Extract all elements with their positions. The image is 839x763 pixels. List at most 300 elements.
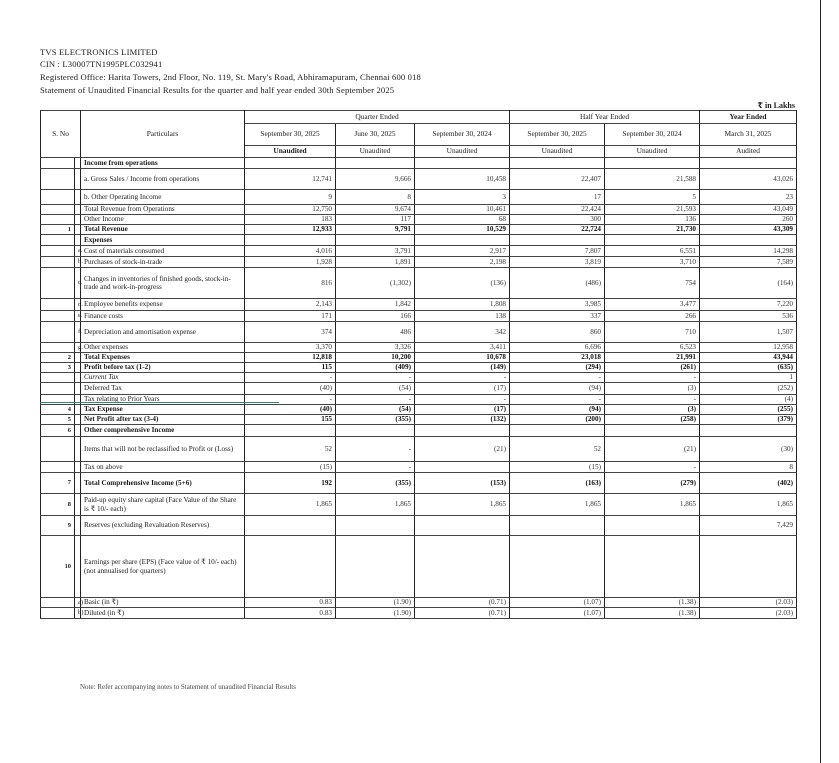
row-value: 7,220 — [700, 299, 797, 311]
year-ended-header: Year Ended — [700, 111, 797, 124]
row-value — [700, 425, 797, 437]
row-value — [700, 235, 797, 246]
row-value: 10,461 — [415, 205, 510, 215]
cin-line: CIN : L30007TN1995PLC032941 — [40, 59, 163, 69]
row-sno: 1 — [41, 225, 75, 235]
row-value — [245, 425, 336, 437]
row-value: 3,411 — [415, 343, 510, 353]
table-row — [41, 169, 797, 190]
row-particulars: Reserves (excluding Revaluation Reserves) — [81, 516, 245, 536]
row-value — [245, 235, 336, 246]
row-sno — [41, 608, 75, 619]
row-value — [415, 425, 510, 437]
row-value: 12,818 — [245, 353, 336, 363]
table-row — [41, 225, 797, 235]
row-sub-index: c. — [75, 268, 81, 299]
row-value: (94) — [510, 405, 605, 415]
status-header: Audited — [700, 146, 797, 158]
row-value: (2.03) — [700, 608, 797, 619]
row-value: 183 — [245, 215, 336, 225]
row-value — [605, 235, 700, 246]
row-value — [336, 536, 415, 598]
row-value: 0.83 — [245, 608, 336, 619]
row-value: - — [245, 373, 336, 383]
row-value — [700, 536, 797, 598]
row-value: 1,928 — [245, 257, 336, 268]
row-value: 7,589 — [700, 257, 797, 268]
table-row — [41, 608, 797, 619]
table-row — [41, 425, 797, 437]
table-row — [41, 405, 797, 415]
row-sno — [41, 190, 75, 205]
row-value: - — [510, 395, 605, 405]
row-particulars: Employee benefits expense — [81, 299, 245, 311]
row-particulars: Items that will not be reclassified to Profit or (Loss) — [81, 437, 245, 462]
row-value: (379) — [700, 415, 797, 425]
row-particulars: Changes in inventories of finished goods, stock-in-trade and work-in-progress — [81, 268, 245, 299]
row-value: 52 — [510, 437, 605, 462]
row-value: 3,985 — [510, 299, 605, 311]
half-year-ended-header: Half Year Ended — [510, 111, 700, 124]
row-value: (54) — [336, 405, 415, 415]
row-value: (21) — [415, 437, 510, 462]
row-particulars: Current Tax — [81, 373, 245, 383]
row-value: 192 — [245, 473, 336, 494]
row-value: (355) — [336, 473, 415, 494]
row-value — [336, 516, 415, 536]
company-name: TVS ELECTRONICS LIMITED — [40, 47, 158, 57]
row-particulars: Total Comprehensive Income (5+6) — [81, 473, 245, 494]
table-row — [41, 190, 797, 205]
row-value: 138 — [415, 311, 510, 322]
row-value: (40) — [245, 383, 336, 395]
row-particulars: Expenses — [81, 235, 245, 246]
row-sno — [41, 268, 75, 299]
table-row — [41, 246, 797, 257]
row-sno — [41, 235, 75, 246]
row-value: 7,429 — [700, 516, 797, 536]
row-value: (136) — [415, 268, 510, 299]
row-value: 1,865 — [415, 494, 510, 516]
row-value: 10,678 — [415, 353, 510, 363]
row-value: (132) — [415, 415, 510, 425]
row-value: 710 — [605, 322, 700, 343]
row-value: 3,710 — [605, 257, 700, 268]
status-header: Unaudited — [245, 146, 336, 158]
row-particulars: b. Other Operating Income — [81, 190, 245, 205]
row-value: 7,807 — [510, 246, 605, 257]
row-particulars: Profit before tax (1-2) — [81, 363, 245, 373]
row-value: (54) — [336, 383, 415, 395]
table-row — [41, 363, 797, 373]
row-value: 2,198 — [415, 257, 510, 268]
row-particulars: Other comprehensive Income — [81, 425, 245, 437]
row-value: 3,791 — [336, 246, 415, 257]
table-row — [41, 373, 797, 383]
table-row — [41, 257, 797, 268]
row-value: 10,458 — [415, 169, 510, 190]
table-row — [41, 205, 797, 215]
row-particulars: Other Income — [81, 215, 245, 225]
header-row-groups — [41, 111, 797, 124]
row-value: 3 — [415, 190, 510, 205]
row-value: - — [415, 373, 510, 383]
row-value — [245, 536, 336, 598]
row-value: - — [510, 373, 605, 383]
row-value: 12,933 — [245, 225, 336, 235]
row-sno — [41, 322, 75, 343]
row-value: 2,917 — [415, 246, 510, 257]
row-value: (15) — [245, 462, 336, 473]
quarter-ended-header: Quarter Ended — [245, 111, 510, 124]
row-value: (200) — [510, 415, 605, 425]
row-value: 3,477 — [605, 299, 700, 311]
row-value: - — [245, 395, 336, 405]
row-value: 10,529 — [415, 225, 510, 235]
row-value: 52 — [245, 437, 336, 462]
row-value: 115 — [245, 363, 336, 373]
row-sno — [41, 169, 75, 190]
row-value: 1,865 — [245, 494, 336, 516]
table-row — [41, 598, 797, 608]
row-value: 12,741 — [245, 169, 336, 190]
row-value: 9,674 — [336, 205, 415, 215]
row-value: (40) — [245, 405, 336, 415]
table-row — [41, 235, 797, 246]
row-value: 6,523 — [605, 343, 700, 353]
row-value: 136 — [605, 215, 700, 225]
row-value: (3) — [605, 383, 700, 395]
row-value: (3) — [605, 405, 700, 415]
row-value — [605, 425, 700, 437]
row-value: 860 — [510, 322, 605, 343]
table-row — [41, 415, 797, 425]
row-sno — [41, 395, 75, 405]
row-particulars: Total Expenses — [81, 353, 245, 363]
row-value: 1,865 — [510, 494, 605, 516]
row-value: 1,865 — [605, 494, 700, 516]
row-particulars: Net Profit after tax (3-4) — [81, 415, 245, 425]
row-value: 3,326 — [336, 343, 415, 353]
page-right-border — [820, 0, 821, 763]
row-particulars: Diluted (in ₹) — [81, 608, 245, 619]
row-value: - — [605, 462, 700, 473]
row-sub-index: d. — [75, 299, 81, 311]
row-value: (258) — [605, 415, 700, 425]
row-value: (279) — [605, 473, 700, 494]
row-value: 17 — [510, 190, 605, 205]
row-value — [510, 235, 605, 246]
row-particulars: Total Revenue — [81, 225, 245, 235]
row-value — [510, 158, 605, 169]
row-value: 8 — [700, 462, 797, 473]
row-value — [415, 158, 510, 169]
row-sno: 10 — [41, 536, 75, 598]
row-value: 22,724 — [510, 225, 605, 235]
row-value: 1,891 — [336, 257, 415, 268]
table-row — [41, 473, 797, 494]
row-value — [415, 536, 510, 598]
row-sub-index: f. — [75, 322, 81, 343]
row-value: 21,730 — [605, 225, 700, 235]
row-value — [245, 158, 336, 169]
row-value: (2.03) — [700, 598, 797, 608]
row-particulars: Tax on above — [81, 462, 245, 473]
row-sno — [41, 158, 75, 169]
row-particulars: Tax Expense — [81, 405, 245, 415]
row-sno — [41, 205, 75, 215]
row-value — [336, 158, 415, 169]
row-sno: 3 — [41, 363, 75, 373]
row-sno: 6 — [41, 425, 75, 437]
row-value: 12,958 — [700, 343, 797, 353]
row-value: (409) — [336, 363, 415, 373]
row-value: (255) — [700, 405, 797, 415]
row-sno: 2 — [41, 353, 75, 363]
period-header: March 31, 2025 — [700, 124, 797, 146]
row-value: 536 — [700, 311, 797, 322]
row-sub-index: b) — [75, 608, 81, 619]
row-value: (1.07) — [510, 598, 605, 608]
row-value: 21,593 — [605, 205, 700, 215]
row-particulars: Tax relating to Prior Years — [81, 395, 245, 405]
period-header: June 30, 2025 — [336, 124, 415, 146]
row-value — [415, 516, 510, 536]
period-header: September 30, 2025 — [245, 124, 336, 146]
table-body — [41, 111, 797, 619]
period-header: September 30, 2025 — [510, 124, 605, 146]
row-sno — [41, 311, 75, 322]
row-particulars: Cost of materials consumed — [81, 246, 245, 257]
row-value — [510, 516, 605, 536]
row-value: (21) — [605, 437, 700, 462]
row-sno — [41, 383, 75, 395]
row-value: 300 — [510, 215, 605, 225]
footnote: Note: Refer accompanying notes to Statement of unaudited Financial Results — [80, 683, 296, 691]
row-value: (252) — [700, 383, 797, 395]
financial-results-table — [40, 110, 797, 619]
row-value: 166 — [336, 311, 415, 322]
row-sno: 4 — [41, 405, 75, 415]
row-particulars: Total Revenue from Operations — [81, 205, 245, 215]
row-value: (402) — [700, 473, 797, 494]
row-value: (1.90) — [336, 608, 415, 619]
row-value — [415, 235, 510, 246]
row-sno: 8 — [41, 494, 75, 516]
row-particulars: Purchases of stock-in-trade — [81, 257, 245, 268]
row-value: 1,865 — [700, 494, 797, 516]
row-value: (486) — [510, 268, 605, 299]
row-value — [336, 425, 415, 437]
row-value: - — [336, 395, 415, 405]
row-value: 5 — [605, 190, 700, 205]
row-sno — [41, 373, 75, 383]
row-value: 816 — [245, 268, 336, 299]
row-particulars: Other expenses — [81, 343, 245, 353]
row-value: 9 — [245, 190, 336, 205]
row-value — [245, 516, 336, 536]
table-row — [41, 494, 797, 516]
row-value: - — [605, 373, 700, 383]
row-sub-index: e. — [75, 311, 81, 322]
row-value — [700, 158, 797, 169]
row-value: 21,991 — [605, 353, 700, 363]
row-value: 22,424 — [510, 205, 605, 215]
row-particulars: Income from operations — [81, 158, 245, 169]
row-value: 155 — [245, 415, 336, 425]
status-header: Unaudited — [415, 146, 510, 158]
row-value: 1 — [700, 373, 797, 383]
row-sub-index: b. — [75, 257, 81, 268]
row-value: (355) — [336, 415, 415, 425]
row-particulars: a. Gross Sales / Income from operations — [81, 169, 245, 190]
row-value: (1.07) — [510, 608, 605, 619]
row-value: 6,696 — [510, 343, 605, 353]
row-sno — [41, 437, 75, 462]
row-value: (164) — [700, 268, 797, 299]
row-value: (17) — [415, 405, 510, 415]
row-value: 1,808 — [415, 299, 510, 311]
row-value: 1,865 — [336, 494, 415, 516]
row-value: 342 — [415, 322, 510, 343]
row-value: 1,842 — [336, 299, 415, 311]
row-sno — [41, 246, 75, 257]
row-value: 9,666 — [336, 169, 415, 190]
table-row — [41, 516, 797, 536]
table-row — [41, 268, 797, 299]
row-sno: 5 — [41, 415, 75, 425]
row-sno — [41, 215, 75, 225]
row-sno — [41, 257, 75, 268]
row-value: 6,551 — [605, 246, 700, 257]
table-row — [41, 158, 797, 169]
particulars-header: Particulars — [81, 111, 245, 158]
row-value: (1.90) — [336, 598, 415, 608]
row-value: 12,750 — [245, 205, 336, 215]
row-sno — [41, 598, 75, 608]
table-row — [41, 395, 797, 405]
row-value — [605, 516, 700, 536]
row-value: 2,143 — [245, 299, 336, 311]
row-value: 43,309 — [700, 225, 797, 235]
row-particulars: Deferred Tax — [81, 383, 245, 395]
table-row — [41, 299, 797, 311]
row-value: 117 — [336, 215, 415, 225]
table-row — [41, 322, 797, 343]
row-value: 337 — [510, 311, 605, 322]
row-value: (1.38) — [605, 598, 700, 608]
row-value: - — [336, 437, 415, 462]
row-value: - — [336, 462, 415, 473]
row-sno — [41, 299, 75, 311]
row-value: 14,298 — [700, 246, 797, 257]
table-row — [41, 343, 797, 353]
row-value: 10,200 — [336, 353, 415, 363]
row-value: 9,791 — [336, 225, 415, 235]
row-value: (1,302) — [336, 268, 415, 299]
table-row — [41, 536, 797, 598]
row-value: 3,819 — [510, 257, 605, 268]
row-value: (261) — [605, 363, 700, 373]
row-highlight-line — [40, 402, 279, 403]
row-value: 8 — [336, 190, 415, 205]
row-value: 43,026 — [700, 169, 797, 190]
row-value: 68 — [415, 215, 510, 225]
row-sub-index: g. — [75, 343, 81, 353]
table-row — [41, 437, 797, 462]
period-header: September 30, 2024 — [415, 124, 510, 146]
row-sub-index: a. — [75, 246, 81, 257]
row-value: 22,407 — [510, 169, 605, 190]
status-header: Unaudited — [336, 146, 415, 158]
row-value: 374 — [245, 322, 336, 343]
row-value — [510, 536, 605, 598]
row-value: - — [336, 373, 415, 383]
status-header: Unaudited — [605, 146, 700, 158]
row-particulars: Finance costs — [81, 311, 245, 322]
row-value: (153) — [415, 473, 510, 494]
status-header: Unaudited — [510, 146, 605, 158]
row-value: 0.83 — [245, 598, 336, 608]
period-header: September 30, 2024 — [605, 124, 700, 146]
row-value: (4) — [700, 395, 797, 405]
row-value: (149) — [415, 363, 510, 373]
row-value: 266 — [605, 311, 700, 322]
row-sno — [41, 462, 75, 473]
row-value: (17) — [415, 383, 510, 395]
table-row — [41, 383, 797, 395]
row-particulars: Depreciation and amortisation expense — [81, 322, 245, 343]
table-row — [41, 215, 797, 225]
row-value: 23 — [700, 190, 797, 205]
row-value — [510, 425, 605, 437]
table-row — [41, 462, 797, 473]
row-sno: 9 — [41, 516, 75, 536]
row-value — [605, 158, 700, 169]
row-value: 171 — [245, 311, 336, 322]
row-sno: 7 — [41, 473, 75, 494]
row-value — [605, 536, 700, 598]
row-value: 1,507 — [700, 322, 797, 343]
row-value: 260 — [700, 215, 797, 225]
row-particulars: Basic (in ₹) — [81, 598, 245, 608]
row-value: (635) — [700, 363, 797, 373]
statement-title: Statement of Unaudited Financial Results for the quarter and half year ended 30th September 2025 — [40, 85, 395, 95]
row-value: (30) — [700, 437, 797, 462]
row-value: (0.71) — [415, 608, 510, 619]
row-value: (1.38) — [605, 608, 700, 619]
row-sno — [41, 343, 75, 353]
row-value: - — [605, 395, 700, 405]
row-value — [336, 235, 415, 246]
registered-office: Registered Office: Harita Towers, 2nd Floor, No. 119, St. Mary's Road, Abhiramapuram, Chennai 600 018 — [40, 72, 422, 82]
row-sub-index: a) — [75, 598, 81, 608]
sno-header: S. No — [41, 111, 81, 158]
table-row — [41, 311, 797, 322]
table-row — [41, 353, 797, 363]
row-particulars: Paid-up equity share capital (Face Value of the Share is ₹ 10/- each) — [81, 494, 245, 516]
row-value — [415, 462, 510, 473]
row-value: - — [415, 395, 510, 405]
row-value: 486 — [336, 322, 415, 343]
row-particulars: Earnings per share (EPS) (Face value of ₹ 10/- each) (not annualised for quarters) — [81, 536, 245, 598]
row-value: (163) — [510, 473, 605, 494]
row-value: 3,370 — [245, 343, 336, 353]
row-value: (15) — [510, 462, 605, 473]
row-value: 43,049 — [700, 205, 797, 215]
row-value: (294) — [510, 363, 605, 373]
row-value: 43,944 — [700, 353, 797, 363]
